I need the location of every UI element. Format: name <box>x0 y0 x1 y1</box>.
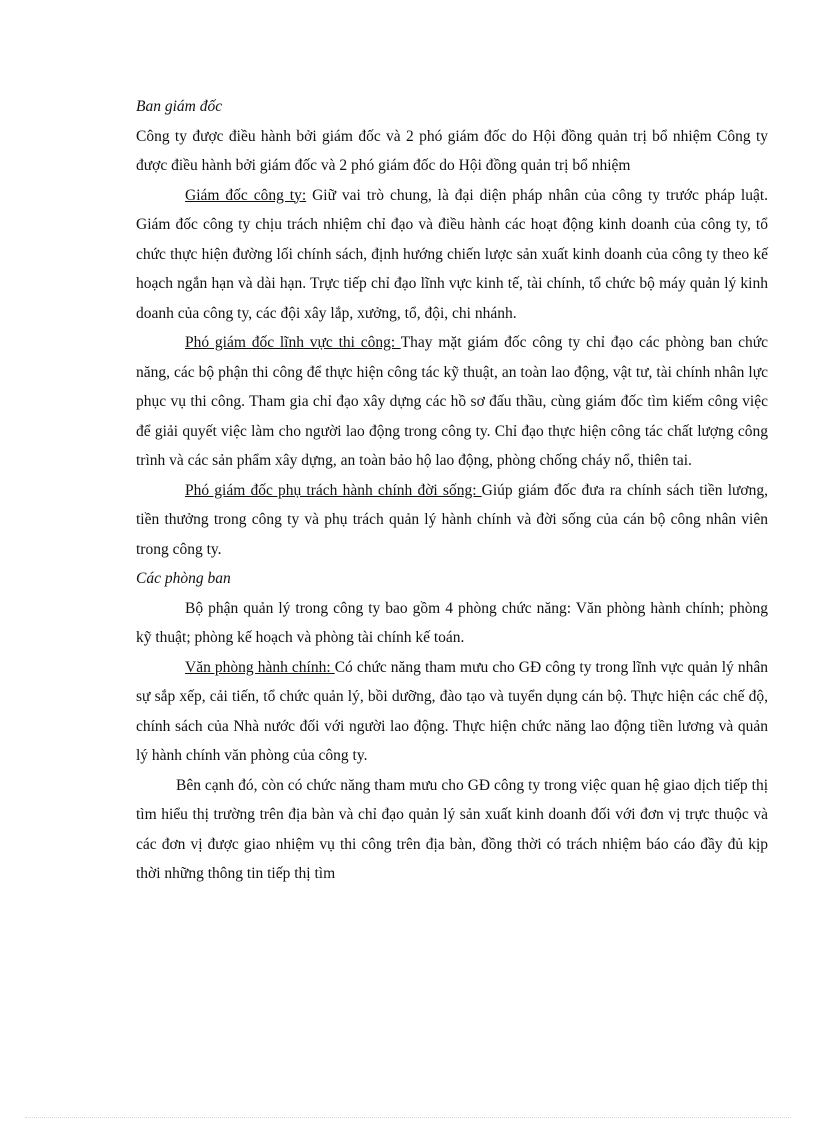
text-deputy-construction: Thay mặt giám đốc công ty chỉ đạo các phòng ban chức năng, các bộ phận thi công để thực hiện công tác kỹ thuật, an toàn lao động, vật tư, tài chính nhân lực phục vụ thi công. Tham gia chỉ đạo xây dựng các hồ sơ đấu thầu, cùng giám đốc tìm kiếm công việc để giải quyết việc làm cho người lao động trong công ty. Chỉ đạo thực hiện công tác chất lượng công trình và các sản phẩm xây dựng, an toàn bảo hộ lao động, phòng chống cháy nổ, thiên tai. <box>136 334 769 469</box>
paragraph-board-intro: Công ty được điều hành bởi giám đốc và 2 phó giám đốc do Hội đồng quản trị bổ nhiệm Công ty được điều hành bởi giám đốc và 2 phó giám đốc do Hội đồng quản trị bổ nhiệm <box>136 127 768 174</box>
paragraph-deputy-construction <box>136 328 768 476</box>
section-heading-board: Ban giám đốc <box>136 98 223 115</box>
paragraph-deputy-admin <box>136 476 768 565</box>
label-admin-office: Văn phòng hành chính: <box>185 658 335 676</box>
label-deputy-construction: Phó giám đốc lĩnh vực thi công: <box>185 334 401 351</box>
label-deputy-admin: Phó giám đốc phụ trách hành chính đời sống: <box>185 481 482 499</box>
page-bottom-divider <box>25 1117 791 1118</box>
paragraph-admin-office <box>136 653 768 771</box>
paragraph-director <box>136 181 768 329</box>
label-director: Giám đốc công ty: <box>185 186 307 204</box>
paragraph-departments-intro: Bộ phận quản lý trong công ty bao gồm 4 phòng chức năng: Văn phòng hành chính; phòng kỹ thuật; phòng kế hoạch và phòng tài chính kế toán. <box>136 599 768 646</box>
document-body <box>136 92 768 889</box>
section-heading-departments: Các phòng ban <box>136 570 231 587</box>
paragraph-additional-functions: Bên cạnh đó, còn có chức năng tham mưu cho GĐ công ty trong việc quan hệ giao dịch tiếp thị tìm hiểu thị trường trên địa bàn và chỉ đạo quản lý sản xuất kinh doanh đối với đơn vị trực thuộc và các đơn vị được giao nhiệm vụ thi công trên địa bàn, đồng thời có trách nhiệm báo cáo đầy đủ kịp thời những thông tin tiếp thị tìm <box>136 776 768 882</box>
text-deputy-admin: Giúp giám đốc đưa ra chính sách tiền lương, tiền thưởng trong công ty và phụ trách quản lý hành chính và đời sống của cán bộ công nhân viên trong công ty. <box>136 481 768 558</box>
text-director: Giữ vai trò chung, là đại diện pháp nhân của công ty trước pháp luật. Giám đốc công ty chịu trách nhiệm chỉ đạo và điều hành các hoạt động kinh doanh của công ty, tổ chức thực hiện đường lối chính sách, định hướng chiến lược sản xuất kinh doanh của công ty theo kế hoạch ngắn hạn và dài hạn. Trực tiếp chỉ đạo lĩnh vực kinh tế, tài chính, tổ chức bộ máy quản lý kinh doanh của công ty, các đội xây lắp, xưởng, tổ, đội, chi nhánh. <box>136 186 769 322</box>
text-admin-office: Có chức năng tham mưu cho GĐ công ty trong lĩnh vực quản lý nhân sự sắp xếp, cải tiến, tổ chức quản lý, bồi dưỡng, đào tạo và tuyển dụng cán bộ. Thực hiện các chế độ, chính sách của Nhà nước đối với người lao động. Thực hiện chức năng lao động tiền lương và quản lý hành chính văn phòng của công ty. <box>136 658 768 764</box>
